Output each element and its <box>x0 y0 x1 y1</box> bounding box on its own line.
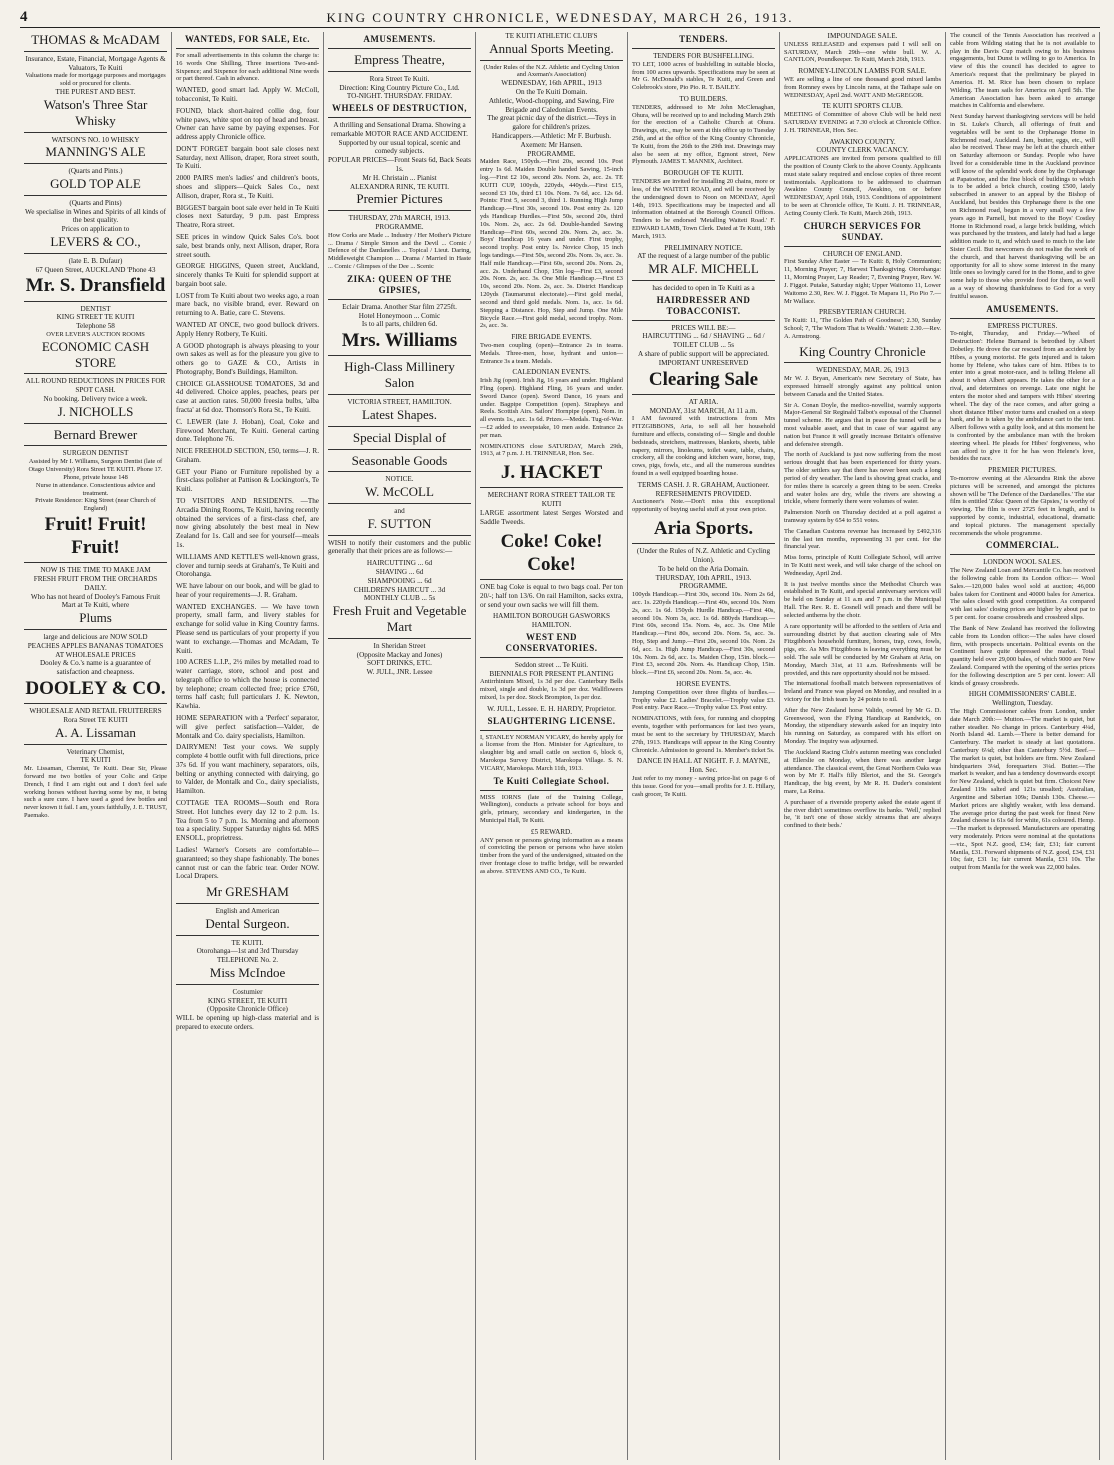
col3-block: HAIRCUTTING ... 6d <box>366 559 433 568</box>
col1-block: SURGEON DENTIST <box>62 449 129 458</box>
column-rule <box>632 280 775 281</box>
page-number: 4 <box>20 9 28 25</box>
column-rule <box>328 394 471 395</box>
col7-block: The Bank of New Zealand has received the following cable from its London office:—The sales have closed firm, with prospects uncertain. Political events on the Continent have quite depressed the market. Total quantity held over 29,000 bales, of which 9000 are New Zealand. Compared with the opening of the series prices for the following description are 5 per cent. lower: All kinds of greasy crossbreds. <box>950 624 1095 687</box>
col5-block: A share of public support will be appreciated. <box>638 350 769 359</box>
col1-block: Watson's Three Star Whisky <box>43 96 148 128</box>
column-rule <box>24 744 167 745</box>
col4-block: HAMILTON BOROUGH GASWORKS HAMILTON. <box>492 612 610 630</box>
column-rule <box>24 51 167 52</box>
col1-block: DENTIST <box>80 304 111 313</box>
col6-block: Mr W. J. Bryan, American's new Secretary of State, has expressed himself strongly against any political union between Canada and the United States. <box>784 375 941 398</box>
col6-block: The north of Auckland is just now suffering from the most serious drought that has been experienced for thirty years. The older settlers say that there has never been such a long period of dry weather. The land is showing great cracks, and for miles there is scarcely a green thing to be seen. Creeks and water holes are dry, while the rivers are showing a trickle, where formerly there were volumes of water. <box>784 451 941 506</box>
col1-block: Dooley & Co.'s name is a guarantee of satisfaction and cheapness. <box>39 659 152 677</box>
col2-block: Otorohanga—1st and 3rd Thursday <box>196 947 299 956</box>
col1-block: (late E. B. Dufaur) <box>68 256 123 265</box>
col6-block: Miss Iorns, principle of Kuiti Collegiate School, will arrive in Te Kuiti next week, and will take charge of the school on Wednesday, April 2nd. <box>784 554 941 577</box>
col7-block: The High Commissioner cables from London, under date March 20th:— Mutton.—The market is quiet, but rather steadier. No change in prices. Canterbury 4¼d, North Island 4d. Lamb.—There is better demand for Canterbury. The market is steady at last quotations. Canterbury 6⅛d; other than Canterbury 5½d. Beef.—The market is quiet, but holders are firm. New Zealand hindquarters 3⅛d, forequarters 3¼d. Butter.—The market is weaker, and has a tendency downwards except for New Zealand, which is quiet but firm. Choicest New Zealand 119s salted and 121s unsalted; Australian, Argentine and Siberian 109s; Danish 130s. Cheese.—Market prices are slightly weaker, with less demand. The average price during the past week for finest New Zealand cheese is 61s 6d for white, 61s coloured. Hemp.—The market is depressed. Manufacturers are operating very moderately. Prices were nominal at the quotations—viz., Spot N.Z. good, £34; fair, £31; fair current Manila, £31. Forward shipments of N.Z. good, £34, £31 10s; fair, £31 1s; fair current Manila, £31 10s. The output from Manila for the week was 22,000 bales. <box>950 707 1095 872</box>
col4-block: ANY person or persons giving information as a means of convicting the person or persons who have stolen timber from the yard of the undersigned, situated on the river frontage close to traffic bridge, will be rewarded as above. STEVENS AND CO., Te Kuiti. <box>480 836 623 875</box>
col2-block: WE have labour on our book, and will be glad to hear of your requirements—J. R. Graham. <box>176 582 319 599</box>
col3-block: VICTORIA STREET, HAMILTON. <box>347 398 452 407</box>
col3-block: PROGRAMME. <box>375 223 424 232</box>
col5-block: Clearing Sale <box>648 368 759 390</box>
col3-block: How Corks are Made ... Industry / Her Mother's Picture ... Drama / Simple Simon and the Devil ... Comic / Defence of the Dardanelles ... Topical / Lieut. Daring, Middleweight Champion ... Drama / Married in Haste ... Comic / Glimpses of the Dee ... Scenic <box>328 231 471 271</box>
col2-block: C. LEWER (late J. Hoban), Coal, Coke and Firewood Merchant, Te Kuiti. General carting done. Telephone 76. <box>176 417 319 444</box>
col1-block: AT WHOLESALE PRICES <box>55 650 136 659</box>
col5-block: TO BUILDERS. <box>679 95 728 103</box>
col1-block: THE PUREST AND BEST. <box>55 88 136 97</box>
col5-block: TENDERS. <box>679 34 728 44</box>
col6-block: A rare opportunity will be afforded to the settlers of Aria and surrounding district by that auction clearing sale of Mrs Fitzgibbon's household furniture, horses, trap, cows, fowls, pigs, etc. As Mrs Fitzgibbons is leaving everything must be sold. The sale will be conducted by Mr Graham at Aria, on Monday, March 31st, at 11 a.m. Refreshments will be provided, and this rare opportunity should not be missed. <box>784 622 941 677</box>
col2-block: 100 ACRES L.I.P., 2½ miles by metalled road to water carriage, store, school and post and telegraph office to which the house is connected by telephone; cream collected free; price £760, terms half cash; full particulars J. K. Newton, Kawhia. <box>176 658 319 711</box>
col4-block: (Under Rules of the N.Z. Athletic and Cycling Union and Axeman's Association) <box>483 63 620 79</box>
col1-block: KING STREET TE KUITI <box>56 313 135 322</box>
column-4 <box>476 32 628 1460</box>
col4-block: MERCHANT RORA STREET TAILOR TE KUITI <box>487 491 616 509</box>
column-rule <box>328 299 471 300</box>
col6-block: PRESBYTERIAN CHURCH. <box>818 308 907 317</box>
col1-block: WHOLESALE AND RETAIL FRUITERERS <box>29 707 162 716</box>
col1-block: ECONOMIC CASH STORE <box>41 338 150 370</box>
col1-block: Insurance, Estate, Financial, Mortgage Agents & Valuators, Te Kuiti <box>25 54 166 72</box>
column-rule <box>328 355 471 356</box>
column-rule <box>480 60 623 61</box>
col2-block: CHOICE GLASSHOUSE TOMATOES, 3d and 4d delivered. Choice apples, peaches, pears per case at auction rates. 50,000 freesia bulbs, 'alba fracta' at 6d doz. Thomson's Rora St., Te Kuiti. <box>176 379 319 414</box>
column-rule <box>24 195 167 196</box>
col4-block: J. HACKET <box>500 462 603 484</box>
col2-block: SEE prices in window Quick Sales Co's. boot sale, best brands only, next Allison, draper, Rora street south. <box>176 232 319 259</box>
col4-block: PROGRAMME. <box>527 149 576 158</box>
col2-block: TELEPHONE No. 2. <box>216 956 279 965</box>
col3-block: SHAVING ... 6d <box>375 568 424 577</box>
col3-block: ZIKA: QUEEN OF THE GIPSIES, <box>347 273 452 295</box>
col5-block: TERMS CASH. J. R. GRAHAM, Auctioneer. <box>637 480 770 489</box>
column-rule <box>328 535 471 536</box>
masthead <box>20 6 1100 28</box>
col6-block: First Sunday After Easter — Te Kuiti: 8, Holy Communion; 11, Morning Prayer; 7, Harvest Thanksgiving. Otorohanga: 11, Morning Prayer, Lay Reader; 7, Evening Prayer, Rev. W. J. Figgot. Putake, Saturday night; Upper Waitomo 11, Lower Waitomo 2.30, Rev. W. J. Figgot. Te Mapara 11, Pio Pio 7.—Mr Wallace. <box>784 258 941 305</box>
newspaper-title: KING COUNTRY CHRONICLE, WEDNESDAY, MARCH 26, 1913. <box>326 10 794 25</box>
col2-block: WILL be opening up high-class material and is prepared to execute orders. <box>176 1014 319 1031</box>
col3-block: W. JULL, JNR. Lessee <box>366 668 433 677</box>
col6-block: The international football match between representatives of Ireland and France was played on Monday, and resulted in a victory for the Irish team by 24 points to nil. <box>784 680 941 704</box>
col5-block: NOMINATIONS, with fees, for running and chopping events, together with performances for last two years, must be sent to the secretary by THURSDAY, March 27th, 1913. Handicaps will appear in the King Country Chronicle. Admission to ground 1s. Member's ticket 5s. <box>632 715 775 754</box>
col3-block: Special Displal of <box>352 429 447 445</box>
column-rule <box>328 503 471 504</box>
col3-block: Hotel Honeymoon ... Comic <box>358 311 441 320</box>
col1-block: Who has not heard of Dooley's Famous Fruit Mart at Te Kuiti, where <box>30 592 161 610</box>
col4-block: ONE bag Coke is equal to two bags coal. Per ton 20/-; half ton 13/6. On rail Hamilton, sacks extra, or send your own sacks we will fill them. <box>480 582 623 609</box>
col1-block: J. NICHOLLS <box>57 403 134 419</box>
col1-block: A. A. Lissaman <box>55 724 136 740</box>
col1-block: Private Residence: King Street (near Church of England) <box>35 497 156 513</box>
col4-block: SLAUGHTERING LICENSE. <box>487 715 616 726</box>
col3-block: Is to all parts, children 6d. <box>361 320 438 329</box>
col5-block: REFRESHMENTS PROVIDED. <box>655 489 752 498</box>
column-rule <box>176 903 319 904</box>
col1-block: ALL ROUND REDUCTIONS IN PRICES FOR SPOT CASH. <box>25 377 166 395</box>
col3-block: Premier Pictures <box>356 191 443 207</box>
col3-block: Latest Shapes. <box>361 406 438 422</box>
column-rule <box>24 629 167 630</box>
col4-block: FIRE BRIGADE EVENTS. <box>511 333 592 342</box>
column-rule <box>784 246 941 247</box>
col6-block: King Country Chronicle <box>799 343 926 359</box>
col4-block: Seddon street ... Te Kuiti. <box>514 660 589 669</box>
col4-block: I, STANLEY NORMAN VICARY, do hereby apply for a license from the Hon. Minister for Agriculture, to slaughter big and small cattle on section 6, block 6, Marokopa Survey District, Marokopa Village. S. N. VICARY, Marokopa. March 11th, 1913. <box>480 733 623 772</box>
col2-block: For small advertisements in this column the charge is: 16 words One Shilling, Three insertions Two-and-Sixpence; and Sixpence for each additional Nine words or part thereof. Cash in advance. <box>176 51 319 83</box>
column-rule <box>176 935 319 936</box>
col6-block: The Canadian Customs revenue has increased by £492,316 in the last ten months, representing 31 per cent. for the financial year. <box>784 527 941 551</box>
col7-block: EMPRESS PICTURES. <box>987 321 1058 330</box>
column-1 <box>20 32 172 1460</box>
col2-block: GET your Piano or Furniture repolished by a first-class polisher at Pattison & Lockington's, Te Kuiti. <box>176 467 319 494</box>
col5-block: PROGRAMME. <box>679 582 728 591</box>
column-rule <box>328 71 471 72</box>
col1-block: WATSON'S NO. 10 WHISKY <box>51 135 140 144</box>
col2-block: TE KUITI. <box>231 938 264 947</box>
col2-block: GEORGE HIGGINS, Queen street, Auckland, sincerely thanks Te Kuiti for splendid support at bargain boot sale. <box>176 262 319 288</box>
col1-block: DOOLEY & CO. <box>25 677 166 699</box>
column-2 <box>172 32 324 1460</box>
column-rule <box>24 373 167 374</box>
col2-block: Miss McIndoe <box>209 964 286 980</box>
column-rule <box>784 362 941 363</box>
col6-block: TE KUITI SPORTS CLUB. <box>822 102 903 111</box>
col1-block: Mr. S. Dransfield <box>25 275 166 297</box>
col4-block: Te Kuiti Collegiate School. <box>493 775 610 786</box>
col7-block: The council of the Tennis Association has received a cable from Wilding stating that he is not available to play in the Davis Cup match owing to his business engagements, but Dunst is willing to go to America. In view of this the council has decided to agree to America's request that the preliminary be played in America. H. M. Rice has been chosen to replace Wilding. The team sails for America on April 5th. The American Association has been asked to arrange matches in California and elsewhere. <box>950 32 1095 110</box>
col6-block: A purchaser of a riverside property asked the estate agent if the river didn't sometimes overflow its banks. 'Well,' replied he, 'it isn't one of those sickly streams that are always confined to their beds.' <box>784 798 941 830</box>
col5-block: (Under the Rules of N.Z. Athletic and Cycling Union). <box>636 547 771 564</box>
col3-block: In Sheridan Street <box>373 641 426 650</box>
col2-block: English and American <box>215 906 280 915</box>
col3-block: F. SUTTON <box>367 515 432 531</box>
col4-block: NOMINATIONS close SATURDAY, March 29th, 1913, at 7 p.m. J. H. TRINNEAR, Hon. Sec. <box>480 442 623 458</box>
col1-block: (Quarts and Pints.) <box>68 167 123 176</box>
column-rule <box>632 48 775 49</box>
col5-block: has decided to open in Te Kuiti as a <box>652 283 755 292</box>
column-rule <box>632 320 775 321</box>
col3-block: NOTICE. <box>385 475 414 484</box>
col5-block: BOROUGH OF TE KUITI. <box>663 169 744 178</box>
col7-block: Wellington, Tuesday. <box>992 699 1053 708</box>
col1-block: LEVERS & CO., <box>50 233 141 249</box>
col1-block: large and delicious are NOW SOLD <box>43 633 148 642</box>
col3-block: Rora Street Te Kuiti. <box>369 74 430 83</box>
column-rule <box>24 301 167 302</box>
column-7 <box>946 32 1100 1460</box>
col3-block: TO-NIGHT. THURSDAY. FRIDAY. <box>346 92 453 101</box>
column-rule <box>24 562 167 563</box>
col7-block: HIGH COMMISSIONERS' CABLE. <box>968 690 1077 699</box>
col3-block: W. McCOLL <box>365 484 434 500</box>
col2-block: HOME SEPARATION with a 'Perfect' separator, will give perfect satisfaction—Valder, de Montalk and Co. dairy specialists, Hamilton. <box>176 714 319 740</box>
column-rule <box>480 790 623 791</box>
col2-block: LOST from Te Kuiti about two weeks ago, a roan mare back, no visible brand, ever. Reward on returning to A. Batie, care C. Stevens. <box>176 291 319 318</box>
col5-block: TENDERS, addressed to Mr John McClenaghan, Ohura, will be received up to and including March 29th for the erection of a Catholic Church at Ohura. Drawings, etc., may be seen at this office up to Tuesday 25th, and at the office of the King Country Chronicle, Te Kuiti, from the 26th to the 29th inst. Drawings may also be seen at my office, Egmont street, New Plymouth. JAMES T. MANNIX, Architect. <box>632 103 775 166</box>
col1-block: Nurse in attendance. Conscientious advice and treatment. <box>35 481 156 497</box>
col3-block: POPULAR PRICES—Front Seats 6d, Back Seats 1s. <box>328 156 471 174</box>
col5-block: TENDERS FOR BUSHFELLING. <box>653 51 754 60</box>
col5-block: TENDERS are invited for installing 20 chains, more or less, of the WAITETI ROAD, and will be received by the undersigned down to Noon on MONDAY, April 14th, 1913. Specifications may be inspected and all information obtained at the Borough Council Offices. Tenders to be endorsed 'Metalling Waiteti Road.' F. EDWARD LAMB, Town Clerk. Dated at Te Kuiti, 19th March, 1913. <box>632 178 775 240</box>
col6-block: WE are selling a line of one thousand good mixed lambs from Romney ewes by Lincoln rams, at the Taihape sale on WEDNESDAY, April 2nd. WATT AND McGREGOR. <box>784 76 941 99</box>
col3-block: ALEXANDRA RINK, TE KUITI. <box>349 182 450 191</box>
col4-block: WEDNESDAY, 16th APRIL, 1913 <box>501 79 602 88</box>
col6-block: COUNTY CLERK VACANCY. <box>816 146 909 155</box>
column-rule <box>328 426 471 427</box>
col7-block: PREMIER PICTURES. <box>988 466 1057 475</box>
col1-block: Prices on application to <box>61 225 130 234</box>
col1-block: FRESH FRUIT FROM THE ORCHARDS DAILY. <box>33 575 158 592</box>
col2-block: WANTED, good smart lad. Apply W. McColl, tobacconist, Te Kuiti. <box>176 86 319 103</box>
col1-block: TE KUITI <box>80 756 111 765</box>
col4-block: £5 REWARD. <box>530 827 573 836</box>
col3-block: SHAMPOOING ... 6d <box>367 576 432 585</box>
col1-block: 67 Queen Street, AUCKLAND 'Phone 43 <box>35 265 156 274</box>
column-rule <box>24 703 167 704</box>
col2-block: BIGGEST bargain boot sale ever held in Te Kuiti closes next Saturday, 9 p.m. past Empress Theatre, Rora street. <box>176 203 319 230</box>
column-rule <box>480 487 623 488</box>
col6-block: After the New Zealand horse Valido, owned by Mr G. D. Greenwood, won the Flying Handicap at Randwick, on Monday, the stipendiary stewards asked for an inquiry into his running on Saturday, as compared with his effort on Monday. The inquiry was adjourned. <box>784 706 941 746</box>
column-rule <box>24 253 167 254</box>
col6-block: The Auckland Racing Club's autumn meeting was concluded at Ellerslie on Monday, when there was another large attendance. The classical event, the Great Northern Oaks was won by Mr F. Hall's filly Bleriot, and the St. George's Handicap, the big event, by Mr R. H. Duder's consistent mare, La Reina. <box>784 748 941 795</box>
col4-block: Coke! Coke! Coke! <box>500 530 603 575</box>
col1-block: Fruit! Fruit! Fruit! <box>44 513 147 559</box>
col2-block: (Opposite Chronicle Office) <box>207 1005 288 1014</box>
col3-block: CHILDREN'S HAIRCUT ... 3d <box>353 585 446 594</box>
col6-block: WEDNESDAY, MAR. 26, 1913 <box>816 366 909 375</box>
column-5 <box>628 32 780 1460</box>
col5-block: HAIRDRESSER AND TOBACCONIST. <box>656 294 751 316</box>
column-rule <box>328 449 471 450</box>
col6-block: APPLICATIONS are invited from persons qualified to fill the position of County Clerk to the above County. Applicants must state salary required and enclose copies of three recent testimonials. Applications to be addressed to chairman Awakino County Council, Awakino, on or before WEDNESDAY, April 16th, 1913. Conditions of appointment to be seen at Chronicle office, Te Kuiti. J. H. TRINNEAR, Acting County Clerk. Te Kuiti, March 26th, 1913. <box>784 155 941 217</box>
col7-block: To-night, Thursday, and Friday.—'Wheel of Destruction': Helene Burnand is betrothed by Albert Dobeiley. He drove the car rescued from an accident by Hibes, a young motorist. He gets injured and is taken home by Helene, who takes care of him. Hibes is to enter into a great motor-race, and is telling Helene all about it when Albert appears. He takes the other for a rival, and determines on revenge. Late one night he enters the motor shed and tampers with Hibes' steering wheel. The day of the race comes, and after going a short distance Hibes' motor turns and crashed on a steep bank, and he is taken by the ambulance cart to the tent. Albert follows with a guilty look, and at this moment he is confronted by the ambulance man with the broken steering wheel. He pleads for Hibes' forgiveness, who can afford to give it for he has won Helene's love, besides the race. <box>950 330 1095 463</box>
col4-block: W. JULL, Lessee. E. H. HARDY, Proprietor. <box>487 704 616 713</box>
column-rule <box>24 423 167 424</box>
col1-block: Valuations made for mortgage purposes and mortgages sold or procured for clients. <box>25 72 166 88</box>
col1-block: PEACHES APPLES BANANAS TOMATOES <box>27 641 164 650</box>
col3-block: Fresh Fruit and Vegetable Mart <box>332 603 467 635</box>
col6-block: Palmerston North on Thursday decided at a poll against a tramway system by 654 to 551 votes. <box>784 509 941 524</box>
col3-block: SOFT DRINKS, ETC. <box>367 659 432 668</box>
col4-block: Antirrhinium Mixed, 1s 3d per doz. Canterbury Bells mixed, single and double, 1s 3d per doz. Wallflowers mixed, 1s per doz. Stock Brompton, 1s per doz. <box>480 678 623 701</box>
col5-block: PRICES WILL BE:— <box>671 323 736 332</box>
col4-block: On the Te Kuiti Domain. <box>515 88 588 97</box>
col5-block: HORSE EVENTS. <box>676 680 731 689</box>
col2-block: FOUND, black short-haired collie dog, four white paws, white spot on top of head and breast. Owner can have same by paying expenses. For address apply Chronicle office. <box>176 106 319 142</box>
col3-block: Mrs. Williams <box>341 330 458 352</box>
col5-block: AT the request of a large number of the public <box>637 252 770 261</box>
col2-block: TO VISITORS AND RESIDENTS. —The Arcadia Dining Rooms, Te Kuiti, having recently obtained the services of a first-class chef, are now giving absolutely the best meal in New Zealand for 1s. Call and see for yourself—meals 1s. <box>176 497 319 549</box>
col6-block: Te Kuiti: 11, 'The Golden Path of Goodness'; 2.30, Sunday School; 7, 'The Wisdom That is Wealth.' Waiteti: 2.30.—Rev. A. Armstrong. <box>784 317 941 340</box>
col2-block: DON'T FORGET bargain boot sale closes next Saturday, next Allison, draper, Rora street south, Te Kuiti. <box>176 144 319 171</box>
col4-block: Maiden Race, 150yds.—First 20s, second 10s. Post entry 1s 6d. Maiden Double handed Sawing, 15-inch log.—First £2 10s, second 20s. Nom. 2s, acc. 2s. TE KUITI CUP, 100yds, 220yds, 440yds.—First £15, second £3 10s, third £1 10s. Nom. 7s 6d, acc. 12s 6d. Points: First 5, second 3, third 1. Running High Jump Handicap.—First 30s, second 10s. Post entry 2s. 120 yds Handicap Hurdles.—First 50s, second 20s, third 10s. Nom. 2s, acc. 2s 6d. Double-handed Sawing Handicap—First 60s, second 20s. Nom. 2s, acc. 3s. Boys' Handicap 16 years and under. First trophy, second trophy. Post entry 1s. Novice Chop, 15 inch logs tandings.—First 50s, second 20s. Nom. 3s, acc. 3s. Half mile Handicap.—First 60s, second 20s. Nom. 2s, acc. 2s. Underhand Chop, 15in log—First £3, second 20s. Nom. 2s, acc. 3s. One Mile Handicap.—First £3 10s, second 20s. Nom. 2s, acc. 3s. District Handicap 120yds (Taumarunui electorate).—First gold medal, second and third gold medals. Nom. 1s, acc. 1s 6d. Stepping a Distance. Hop, Step and Jump. One Mile Bicycle Race.—First gold medal, second trophy. Nom. 2s, acc. 3s. <box>480 158 623 330</box>
col3-block: WHEELS OF DESTRUCTION, <box>332 103 467 114</box>
col5-block: 100yds Handicap.—First 30s, second 10s. Nom 2s 6d, acc. 1s. 220yds Handicap.—First 40s, second 10s. Nom 2s, acc. 1s 6d. 150yds Hurdle Handicap.—First 40s, second 10s. Nom 3s, acc. 1s 6d. 880yds Handicap.—First 60s, second 15s. Nom. 4s, acc. 3s. One Mile Handicap.—First 80s, second 20s. Nom. 5s, acc. 3s. Hop, Step and Jump.—First 20s, second 10s. Nom. 2s 6d, acc. 1s. High Jump Handicap.—First 30s, second 10s. Nom. 2s 6d, acc. 1s. Maiden Chop, 15in. block.—First £3, second 20s. Nom. 4s. Handicap Chop, 15in. block.—First £6, second 20s. Nom. 5s, acc. 4s. <box>632 591 775 677</box>
col5-block: AT ARIA. <box>688 397 719 406</box>
col1-block: GOLD TOP ALE <box>50 175 141 191</box>
col5-block: Aria Sports. <box>653 518 754 540</box>
col6-block: IMPOUNDAGE SALE. <box>827 32 898 40</box>
col2-block: Dental Surgeon. <box>205 915 290 931</box>
col3-block: AMUSEMENTS. <box>363 34 436 44</box>
col2-block: 2000 PAIRS men's ladies' and children's boots, shoes and slippers—Quick Sales Co., next Allison, draper, Rora st., Te Kuiti. <box>176 174 319 200</box>
col5-block: MR ALF. MICHELL <box>648 261 759 277</box>
col3-block: WISH to notify their customers and the public generally that their prices are as follows:— <box>328 538 471 556</box>
column-rule <box>480 657 623 658</box>
col3-block: THURSDAY, 27th MARCH, 1913. <box>348 214 451 223</box>
col6-block: It is just twelve months since the Methodist Church was established in Te Kuiti, and special anniversary services will be held on Sunday at 11 a.m and 7 p.m. in the Municipal Hall. The Rev. R. E. Gosnell will preach and there will be selected anthems by the choir. <box>784 580 941 619</box>
col5-block: Auctioneer's Note.—Don't miss this exceptional opportunity of buying useful stuff at your own price. <box>632 498 775 514</box>
col2-block: WANTED EXCHANGES. — We have town property, small farm, and livery stables for exchange for solid value in King Country farms. Please send us particulars of your property if you want to exchange.—Thomas and McAdam, Te Kuiti. <box>176 602 319 655</box>
column-rule <box>24 445 167 446</box>
col1-block: OVER LEVER'S AUCTION ROOMS <box>46 330 145 338</box>
col6-block: AWAKINO COUNTY. <box>829 137 896 146</box>
column-rule <box>950 318 1095 319</box>
col5-block: TO LET, 1000 acres of bushfelling in suitable blocks, from 100 acres upwards. Specifications may be seen at Mr G. McDonald's stables, Te Kuiti, and Green and Colebrook's store, Pio Pio. R. T. BAILEY. <box>632 60 775 92</box>
column-rule <box>480 730 623 731</box>
col6-block: CHURCH OF ENGLAND. <box>822 249 903 258</box>
col5-block: MONDAY, 31st MARCH, At 11 a.m. <box>649 406 758 415</box>
col4-block: LARGE assortment latest Serges Worsted and Saddle Tweeds. <box>480 509 623 526</box>
col7-block: Next Sunday harvest thanksgiving services will be held in St. Luke's Church, all offerings of fruit and vegetables will be sent to the Orphanage Home in Richmond road, Auckland. Jam, butter, eggs, etc., will also be received. These may be left at the church either on Saturday afternoon or Sunday. People who have lived for a considerable time in the Auckland province will know of the splendid work done by the Orphanage at Papatoetoe, and the fine block of buildings to which is to be added a brick church, costing £500, lately subscribed in answer to an appeal by the Bishop of Auckland, but besides this Orphanage there is the one on Richmond road, begun in a very small way a few years ago in Parnell, but moved to the Boys' Costley Home in Richmond road, a large brick building, which was purchased by the trustees, and lately had had a large addition made to it, and which used to much to the late Sister Cecil. But newcomers do not realise the work of the church, and that harvest thanksgiving will be an opportunity for all to show some interest in the many little ones so lovingly cared for in the Home, and to give some help to those who provide food for them, as well as a way of showing thankfulness to God for a very fruitful season. <box>950 113 1095 300</box>
col1-block: Rora Street TE KUITI <box>63 715 128 724</box>
col5-block: To be held on the Aria Domain. <box>658 564 749 573</box>
col5-block: Just refer to my money - saving price-list on page 6 of this issue. Good for you—small profits for J. E. Hillary, cash grocer, Te Kuiti. <box>632 774 775 798</box>
col3-block: Eclair Drama. Another Star film 2725ft. <box>342 302 457 311</box>
column-rule <box>328 117 471 118</box>
col3-block: Seasonable Goods <box>351 452 448 468</box>
column-rule <box>632 543 775 544</box>
column-rule <box>24 163 167 164</box>
col2-block: NICE FREEHOLD SECTION, £50, terms—J. R. Graham. <box>176 447 319 464</box>
col1-block: Bernard Brewer <box>53 426 138 442</box>
col3-block: High-Class Millinery Salon <box>344 359 455 391</box>
col3-block: and <box>394 507 405 516</box>
col3-block: (Opposite Mackay and Jones) <box>356 650 443 659</box>
col3-block: A thrilling and Sensational Drama. Showing a remarkable MOTOR RACE AND ACCIDENT. <box>331 121 468 138</box>
col4-block: TE KUITI ATHLETIC CLUB'S <box>505 32 598 40</box>
col4-block: BIENNIALS FOR PRESENT PLANTING <box>489 669 614 678</box>
col7-block: COMMERCIAL. <box>985 540 1060 551</box>
col3-block: Mr H. Christain ... Pianist <box>362 173 437 182</box>
col5-block: Jumping Competition over three flights of hurdles.—Trophy value £2. Ladies' Bracelet.—Trophy value £3. Post entry. Pace Race.—Trophy value £3. Post entry. <box>632 688 775 712</box>
col5-block: HAIRCUTTING ... 6d / SHAVING ... 6d / TOILET CLUB ... 5s <box>642 332 765 350</box>
col1-block: Mr. Lissaman, Chemist, Te Kuiti. Dear Sir, Please forward me two bottles of your Colic and Gripe Drench, I find I am right out and I don't feel safe working horses without having some by me, it being such a sure cure. I have used a good few bottles and never known it fail. I am, yours faithfully, J. E. TRUST, Paemako. <box>24 765 167 819</box>
col4-block: Annual Sports Meeting. <box>489 40 614 56</box>
column-rule <box>632 394 775 395</box>
column-6 <box>780 32 946 1460</box>
col1-block: No booking. Delivery twice a week. <box>43 394 148 403</box>
column-3 <box>324 32 476 1460</box>
column-rule <box>480 579 623 580</box>
col7-block: LONDON WOOL SALES. <box>983 558 1062 567</box>
col6-block: Sir A. Conan Doyle, the medico-novellist, warmly supports Major-General Sir Reginald Talbot's espousal of the Channel tunnel scheme. He argues that in peace the tunnel will be a most valuable asset, and that in case of war against any nation but France it will greatly increase Britain's offensive and defensive strength. <box>784 401 941 448</box>
column-rule <box>328 48 471 49</box>
col6-block: UNLESS RELEASED and expenses paid I will sell on SATURDAY, March 29th—one white bull. W. A. CANTLON, Poundkeeper. Te Kuiti, March 26th, 1913. <box>784 40 941 64</box>
col1-block: NOW IS THE TIME TO MAKE JAM <box>40 566 151 575</box>
col2-block: KING STREET, TE KUITI <box>207 996 288 1005</box>
col3-block: Supported by our usual topical, scenic and comedy subjects. <box>338 138 461 156</box>
col2-block: A GOOD photograph is always pleasing to your own sakes as well as for the pleasure you give to others go to GAZE & CO., Artists in Photography, Bond's Buildings, Hamilton. <box>176 341 319 376</box>
col1-block: THOMAS & McADAM <box>31 32 160 47</box>
col2-block: WANTEDS, FOR SALE, Etc. <box>184 34 310 44</box>
col5-block: THURSDAY, 10th APRIL, 1913. <box>655 573 752 582</box>
col1-block: MANNING'S ALE <box>45 144 146 160</box>
column-rule <box>24 132 167 133</box>
col7-block: AMUSEMENTS. <box>986 303 1059 314</box>
col5-block: PRELIMINARY NOTICE. <box>664 243 743 252</box>
col2-block: COTTAGE TEA ROOMS—South end Rora Street. Hot lunches every day 12 to 2 p.m. 1s. Tea from 5 to 7 p.m. 1s. Morning and afternoon tea a speciality. Supper Saturday nights 6d. MRS ENSOLL, proprietress. <box>176 799 319 843</box>
col2-block: Ladies! Warner's Corsets are comfortable—guaranteed; so they shape fashionably. The bones cannot rust or can the fabric tear. Order NOW. Local Drapers. <box>176 845 319 881</box>
column-rule <box>328 471 471 472</box>
col1-block: (Quarts and Pints) <box>69 198 122 207</box>
column-rule <box>950 554 1095 555</box>
col7-block: The New Zealand Loan and Mercantile Co. has received the following cable from its London office:— Wool Sales.—120,000 bales wool sold at auction; 46,000 bales taken for Continent and 40000 bales for America. The sales closed with good competition. As compared with last sales' closing prices are higher by about par to 5 per cent. for coarse crossbreds and crossbred slips. <box>950 567 1095 622</box>
col6-block: MEETING of Committee of above Club will be held next SATURDAY EVENING at 7.30 o'clock at Chronicle Office. J. H. TRINNEAR, Hon. Sec. <box>784 111 941 134</box>
col2-block: DAIRYMEN! Test your cows. We supply complete 4 bottle outfit with full directions, price 37s 6d. If you want machinery, separators, oils, belting or anything connected with dairying, go to Valder, de Montalk and Co., dairy specialists, Hamilton. <box>176 743 319 796</box>
col3-block: Direction: King Country Picture Co., Ltd. <box>339 83 460 92</box>
col4-block: Athletic, Wood-chopping, and Sawing, Fire Brigade and Caledonian Events. <box>488 96 615 114</box>
col1-block: We specialise in Wines and Spirits of all kinds of the best quality. <box>25 207 166 225</box>
col4-block: The great picnic day of the district.—Teys in galore for children's prizes. <box>487 114 616 132</box>
col1-block: Assisted by Mr I. Williams, Surgeon Dentist (late of Otago University) Rora Street TE KUITI. Phone 17. Phone, private house 148 <box>28 458 163 481</box>
col1-block: Plums <box>79 610 112 626</box>
col5-block: IMPORTANT UNRESERVED <box>658 358 749 367</box>
col4-block: Irish Jig (open). Irish Jig, 16 years and under. Highland Fling (open). Highland Fling, 16 years and under. Sword Dance (open). Sword Dance, 16 years and under. Bagpipe Competition (open). Strapheys and Reels. Scottish Airs. Sailors' Hornpipe (open). Nom. in all events 1s., acc. 1s 6d. Prizes.—Medals. Tug-of-War.—£2 added to sweepstake, 10 men aside. Entrance 2s per man. <box>480 377 623 439</box>
column-rule <box>328 210 471 211</box>
col4-block: Two-men coupling (open)—Entrance 2s in teams. Medals. Three-men, hose, hydrant and union—Entrance 3s a team. Medals. <box>480 341 623 365</box>
column-rule <box>176 984 319 985</box>
col7-block: To-morrow evening at the Alexandra Rink the above pictures will be screened, and amongst the pictures shown will be 'The Defence of the Dardanelles.' The star film is entitled 'Zika: Queen of the Gipsies,' is worthy of viewing. The film is over 2725 feet in length, and is supported by comic, industrial, educational, dramatic and topical pictures. The management specially recommends the whole programme. <box>950 474 1095 537</box>
col3-block: Empress Theatre, <box>354 51 445 67</box>
column-rule <box>328 638 471 639</box>
col3-block: MONTHLY CLUB ... 5s <box>363 594 436 603</box>
column-rule <box>176 48 319 49</box>
col4-block: CALEDONIAN EVENTS. <box>512 368 591 377</box>
col1-block: Telephone 58 <box>76 322 115 331</box>
col1-block: Veterinary Chemist, <box>66 747 125 756</box>
col5-block: I AM favoured with instructions from Mrs FITZGIBBONS, Aria, to sell all her household furniture and effects, consisting of— Single and double bedsteads, stretchers, mattresses, blankets, sheets, table napery, mirrors, linoleums, toilet ware, table, chairs, crockery, all the cooking and kitchen ware, horse, trap, cows, pigs, fowls, etc., and all the numerous sundries found in a well equipped boarding house. <box>632 415 775 478</box>
col2-block: Costumier <box>232 987 263 996</box>
col6-block: CHURCH SERVICES FOR SUNDAY. <box>803 220 922 242</box>
col4-block: Handicappers.—Athletic: Mr F. Burbush. Axemen: Mr Hansen. <box>491 131 612 149</box>
col2-block: Mr GRESHAM <box>206 884 289 900</box>
col2-block: WILLIAMS AND KETTLE'S well-known grass, clover and turnip seeds at Graham's, Te Kuiti and Otorohanga. <box>176 552 319 579</box>
col2-block: WANTED AT ONCE, two good bullock drivers. Apply Henry Rotbery, Te Kuiti. <box>176 320 319 338</box>
col5-block: DANCE IN HALL AT NIGHT. F. J. MAYNE, Hon. Sec. <box>637 757 770 775</box>
col4-block: MISS IORNS (late of the Training College, Wellington), conducts a private school for boys and girls, primary, secondary and kindergarten, in the Municipal Hall, Te Kuiti. <box>480 793 623 824</box>
col4-block: WEST END CONSERVATORIES. <box>505 631 598 653</box>
col6-block: ROMNEY-LINCOLN LAMBS FOR SALE. <box>798 67 927 76</box>
